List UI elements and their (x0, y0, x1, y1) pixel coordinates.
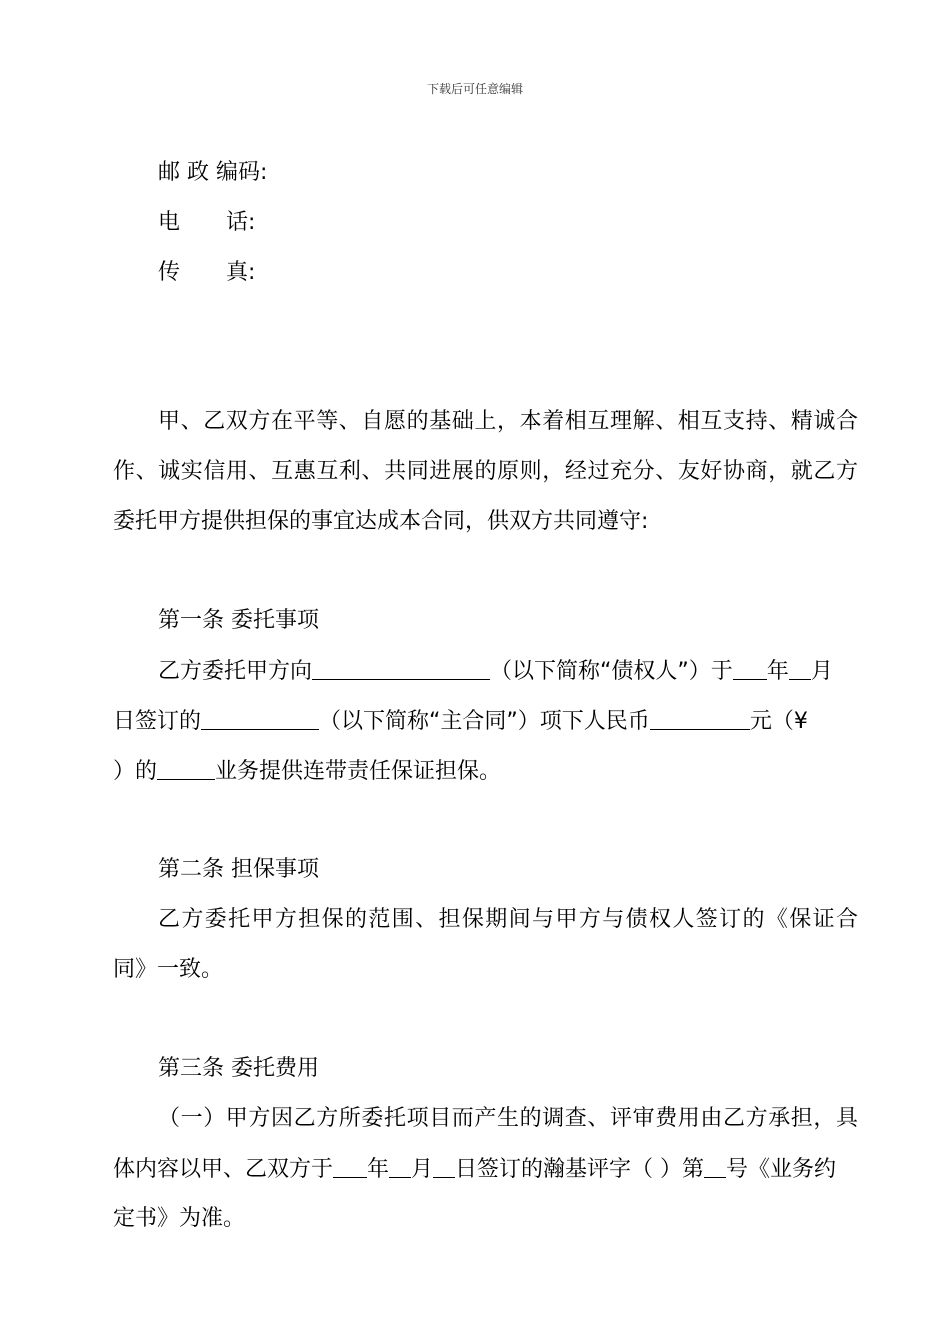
year-blank[interactable] (733, 657, 767, 680)
article-1-line-1 (158, 657, 858, 686)
text-segment: 年 (766, 659, 789, 684)
text-segment: 日签订的瀚基评字（ ）第 (455, 1157, 705, 1182)
text-segment: 月 (810, 659, 833, 684)
intro-line-1: 甲、乙双方在平等、自愿的基础上，本着相互理解、相互支持、精诚合 (158, 409, 858, 434)
article-2-line-1: 乙方委托甲方担保的范围、担保期间与甲方与债权人签订的《保证合 (158, 907, 858, 932)
text-segment: 乙方委托甲方向 (158, 659, 313, 684)
text-segment: 年 (367, 1157, 390, 1182)
postal-code-label: 邮 政 编码: (158, 160, 268, 185)
business-blank[interactable] (157, 757, 215, 780)
text-segment: 号《业务约 (726, 1157, 837, 1182)
phone-label-rest: 话: (226, 210, 256, 235)
text-segment: 业务提供连带责任保证担保。 (215, 759, 502, 784)
phone-label-char: 电 (158, 210, 181, 235)
article-1-line-2 (113, 707, 858, 736)
main-contract-blank[interactable] (201, 707, 319, 730)
header-note: 下载后可任意编辑 (426, 82, 523, 96)
text-segment: 元（¥ (749, 709, 808, 734)
creditor-blank[interactable] (312, 657, 490, 680)
fax-label (158, 259, 858, 287)
text-segment: （以下简称“债权人”）于 (490, 659, 733, 684)
article-3-line-3: 定书》为准。 (113, 1206, 246, 1231)
article-1-line-3 (113, 757, 858, 786)
text-segment: 体内容以甲、乙双方于 (113, 1157, 334, 1182)
fax-label-char: 传 (158, 260, 181, 285)
intro-line-2: 作、诚实信用、互惠互利、共同进展的原则，经过充分、友好协商，就乙方 (113, 459, 858, 484)
intro-line-3: 委托甲方提供担保的事宜达成本合同，供双方共同遵守: (113, 509, 649, 534)
article-3-line-1: （一）甲方因乙方所委托项目而产生的调查、评审费用由乙方承担，具 (158, 1106, 858, 1131)
article-2-line-2: 同》一致。 (113, 957, 224, 982)
amount-blank[interactable] (650, 707, 750, 730)
day-blank[interactable] (433, 1155, 455, 1178)
text-segment: ）的 (113, 759, 158, 784)
month-blank[interactable] (789, 657, 811, 680)
article-3-line-2 (113, 1155, 858, 1184)
phone-label (158, 209, 858, 237)
article-2-title: 第二条 担保事项 (158, 857, 319, 882)
month-blank[interactable] (389, 1155, 411, 1178)
article-3-title: 第三条 委托费用 (158, 1056, 319, 1081)
article-1-title: 第一条 委托事项 (158, 608, 319, 633)
fax-label-rest: 真: (226, 260, 256, 285)
year-blank[interactable] (333, 1155, 367, 1178)
text-segment: 月 (411, 1157, 434, 1182)
text-segment: （以下简称“主合同”）项下人民币 (319, 709, 650, 734)
number-blank[interactable] (704, 1155, 726, 1178)
text-segment: 日签订的 (113, 709, 202, 734)
